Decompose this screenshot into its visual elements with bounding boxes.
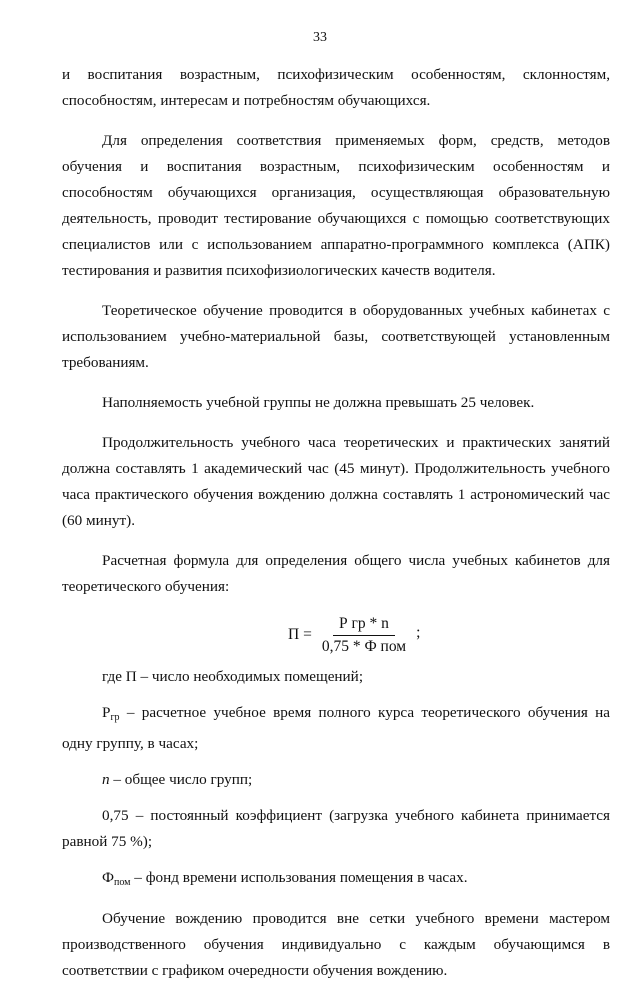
definition-coefficient: 0,75 – постоянный коэффициент (загрузка учебного кабинета принимается равной 75 %); xyxy=(62,807,610,850)
paragraph-1: и воспитания возрастным, психофизическим особенностям, склонностям, способностям, интересам и потребностям обучающихся. xyxy=(62,66,610,109)
definition-fpom xyxy=(62,865,610,896)
subscript-pom: пом xyxy=(114,877,131,888)
paragraph-6: Расчетная формула для определения общего числа учебных кабинетов для теоретического обучения: xyxy=(62,552,610,595)
paragraph-2: Для определения соответствия применяемых форм, средств, методов обучения и воспитания возрастным, психофизическим особенностям и способностям обучающихся организация, осуществляющая образовательную деятельность, проводит тестирование обучающихся с помощью соответствующих специалистов или с использованием аппаратно-программного комплекса (АПК) тестирования и развития психофизиологических качеств водителя. xyxy=(62,132,610,279)
definition-n xyxy=(62,767,610,793)
paragraph-closing: Обучение вождению проводится вне сетки учебного времени мастером производственного обучения индивидуально с каждым обучающимся в соответствии с графиком очередности обучения вождению. xyxy=(62,910,610,979)
paragraph-3: Теоретическое обучение проводится в оборудованных учебных кабинетах с использованием учебно-материальной базы, соответствующей установленным требованиям. xyxy=(62,302,610,371)
formula-lhs: П = xyxy=(288,626,312,643)
formula-semicolon: ; xyxy=(416,624,421,641)
page-number: 33 xyxy=(313,30,327,45)
definition-n-text: – общее число групп; xyxy=(109,771,253,788)
classroom-formula xyxy=(288,612,610,658)
definition-rgr-text: – расчетное учебное время полного курса теоретического обучения на одну группу, в часах; xyxy=(62,704,610,752)
symbol-n: n xyxy=(102,771,110,788)
definition-p: где П – число необходимых помещений; xyxy=(102,668,364,685)
definition-rgr xyxy=(62,700,610,757)
paragraph-4: Наполняемость учебной группы не должна превышать 25 человек. xyxy=(102,394,535,411)
subscript-gr: гр xyxy=(110,712,120,723)
paragraph-5: Продолжительность учебного часа теоретических и практических занятий должна составлять 1 академический час (45 минут). Продолжительность учебного часа практического обучения вождению должна составлять 1 астрономический час (60 минут). xyxy=(62,434,610,529)
formula-denominator: 0,75 * Ф пом xyxy=(321,637,407,655)
formula-fraction xyxy=(316,615,412,656)
symbol-f: Ф xyxy=(102,869,114,886)
document-body xyxy=(62,62,610,998)
definition-fpom-text: – фонд времени использования помещения в часах. xyxy=(130,869,468,886)
symbol-r: Р xyxy=(102,704,111,721)
formula-numerator: Р гр * n xyxy=(333,615,395,636)
